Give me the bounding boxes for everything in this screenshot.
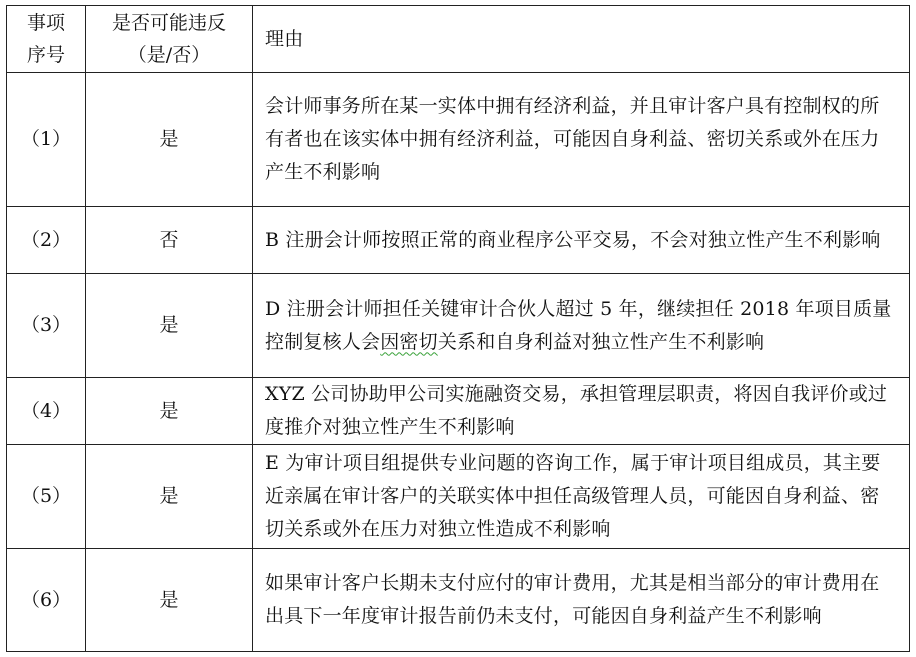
row-answer: 是 [86,549,253,652]
header-row [7,6,910,73]
header-item-number-line1: 事项 [26,12,65,34]
row-reason: 如果审计客户长期未支付应付的审计费用，尤其是相当部分的审计费用在出具下一年度审计报告前仍未支付，可能因自身利益产生不利影响 [253,549,910,652]
row-number: （3） [7,274,86,378]
row-answer: 是 [86,378,253,445]
row-reason-part1: D 注册会计师担任关键审计合伙人超过 5 年，继续担任 2018 年项目质量控制复核人会 [265,297,892,353]
row-number: （2） [7,207,86,274]
table-row [7,73,910,207]
independence-table [6,5,910,652]
row-number: （4） [7,378,86,445]
table-row [7,207,910,274]
header-violation [86,6,253,73]
header-reason: 理由 [253,6,910,73]
table-body [7,73,910,652]
row-reason: XYZ 公司协助甲公司实施融资交易，承担管理层职责，将因自我评价或过度推介对独立性产生不利影响 [253,378,910,445]
row-answer: 是 [86,445,253,549]
table-row [7,274,910,378]
row-answer: 是 [86,73,253,207]
row-answer: 否 [86,207,253,274]
row-number: （6） [7,549,86,652]
table-row [7,549,910,652]
header-item-number-line2: 序号 [26,44,65,66]
header-item-number [7,6,86,73]
row-number: （1） [7,73,86,207]
spellcheck-underlined-text: 因密切 [380,330,438,353]
row-answer: 是 [86,274,253,378]
table-row [7,445,910,549]
row-reason-part3: 关系和自身利益对独立性产生不利影响 [437,330,765,353]
row-reason [253,274,910,378]
row-reason: 会计师事务所在某一实体中拥有经济利益，并且审计客户具有控制权的所有者也在该实体中拥有经济利益，可能因自身利益、密切关系或外在压力产生不利影响 [253,73,910,207]
header-violation-line2: （是/否） [127,44,211,66]
row-reason: B 注册会计师按照正常的商业程序公平交易，不会对独立性产生不利影响 [253,207,910,274]
table-row [7,378,910,445]
header-violation-line1: 是否可能违反 [111,12,226,34]
row-number: （5） [7,445,86,549]
table-header [7,6,910,73]
row-reason: E 为审计项目组提供专业问题的咨询工作，属于审计项目组成员，其主要近亲属在审计客户的关联实体中担任高级管理人员，可能因自身利益、密切关系或外在压力对独立性造成不利影响 [253,445,910,549]
